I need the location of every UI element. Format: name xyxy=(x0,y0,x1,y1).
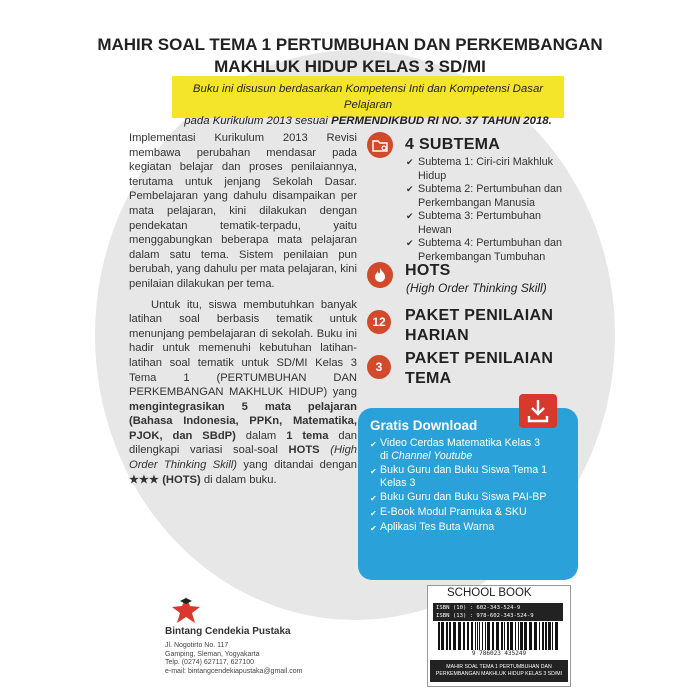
barcode-image xyxy=(436,622,562,650)
barcode-bar xyxy=(487,622,490,650)
barcode-bar xyxy=(507,622,509,650)
barcode-bar xyxy=(477,622,478,650)
p2-bold3: HOTS xyxy=(288,444,320,457)
address-line-1: Jl. Nogotirto No. 117 xyxy=(165,642,229,649)
download-icon xyxy=(519,394,557,428)
title-strip xyxy=(430,660,568,682)
tema-count-badge: 3 xyxy=(367,355,391,379)
strip-line-1: MAHIR SOAL TEMA 1 PERTUMBUHAN DAN xyxy=(446,664,552,670)
barcode-bar xyxy=(496,622,499,650)
list-item xyxy=(406,156,576,183)
list-item xyxy=(406,210,576,237)
barcode-bar xyxy=(467,622,469,650)
check-icon: ✔ xyxy=(370,524,377,533)
gratis-item-4: E-Book Modul Pramuka & SKU xyxy=(380,506,527,518)
folder-icon xyxy=(367,132,393,158)
subtema-3: Subtema 3: Pertumbuhan Hewan xyxy=(418,210,542,236)
check-icon: ✔ xyxy=(370,467,377,476)
publisher-logo xyxy=(166,595,206,630)
check-icon: ✔ xyxy=(370,440,377,449)
p2-bold2: 1 tema xyxy=(286,429,329,442)
list-item xyxy=(370,491,566,505)
check-icon: ✔ xyxy=(406,238,414,248)
barcode-bar xyxy=(504,622,505,650)
check-icon: ✔ xyxy=(370,494,377,503)
harian-count-badge: 12 xyxy=(367,310,391,334)
school-book-label: SCHOOL BOOK xyxy=(447,587,532,599)
gratis-item-3: Buku Guru dan Buku Siswa PAI-BP xyxy=(380,491,547,503)
subtema-list xyxy=(406,156,576,264)
address-email: e-mail: bintangcendekiapustaka@gmail.com xyxy=(165,667,303,675)
barcode-bar xyxy=(479,622,480,650)
banner-line-2 xyxy=(172,113,564,129)
gratis-item-1a: Video Cerdas Matematika Kelas 3 xyxy=(380,437,540,449)
barcode-bar xyxy=(534,622,537,650)
check-icon: ✔ xyxy=(406,157,414,167)
isbn-10: ISBN (10) : 602-343-524-9 xyxy=(436,605,521,611)
publisher-address xyxy=(165,642,302,676)
fire-icon xyxy=(367,262,393,288)
banner-line-2-prefix: pada Kurikulum 2013 sesuai xyxy=(184,115,328,127)
barcode-bar xyxy=(510,622,513,650)
gratis-item-1b-prefix: di xyxy=(380,450,389,462)
subtema-title: 4 SUBTEMA xyxy=(405,136,501,153)
p2-end: yang ditandai dengan xyxy=(243,459,358,472)
barcode-number: 9 786023 435249 xyxy=(471,650,527,657)
list-item xyxy=(406,237,576,264)
barcode-bar xyxy=(548,622,551,650)
hots-subtitle: (High Order Thinking Skill) xyxy=(406,281,547,295)
description-paragraph-2 xyxy=(129,298,357,488)
barcode-bar xyxy=(555,622,558,650)
subtema-4: Subtema 4: Pertumbuhan dan Perkembangan Tumbuhan xyxy=(418,237,563,263)
curriculum-banner xyxy=(172,76,564,127)
title-line-1: MAHIR SOAL TEMA 1 PERTUMBUHAN DAN PERKEMBANGAN xyxy=(97,35,603,54)
hots-stars: ★★★ (HOTS) xyxy=(129,473,201,486)
strip-line-2: PERKEMBANGAN MAKHLUK HIDUP KELAS 3 SD/MI xyxy=(435,670,563,677)
address-line-2: Gamping, Sleman, Yogyakarta xyxy=(165,650,260,658)
barcode-bar xyxy=(438,622,440,650)
barcode-bar xyxy=(471,622,473,650)
barcode-bar xyxy=(518,622,519,650)
paket-tema-title xyxy=(405,349,553,389)
description-text xyxy=(129,131,357,493)
banner-line-1: Buku ini disusun berdasarkan Kompetensi Inti dan Kompetensi Dasar Pelajaran xyxy=(192,83,544,111)
barcode-bar xyxy=(446,622,448,650)
gratis-item-5: Aplikasi Tes Buta Warna xyxy=(380,521,495,533)
p2-bold: mengintegrasikan 5 mata pelajaran (Bahasa Indonesia, PPKn, Matematika, PJOK, dan SBdP) xyxy=(129,400,357,442)
p2-text: Untuk itu, siswa membutuhkan banyak latihan soal berbasis tematik untuk menunjang pembelajaran di sekolah. Buku ini hadir untuk memenuhi kebutuhan latihan-latihan soal tematik untuk SD/MI Kelas 3 Tema 1 (PERTUMBUHAN DAN PERKEMBANGAN MAKHLUK HIDUP) yang xyxy=(129,298,357,399)
barcode-bar xyxy=(475,622,476,650)
tema-line-1: PAKET PENILAIAN xyxy=(405,350,554,367)
barcode-bar xyxy=(524,622,527,650)
p2-italic: (High Order Thinking Skill) xyxy=(129,444,358,472)
barcode-bar xyxy=(458,622,461,650)
check-icon: ✔ xyxy=(406,211,414,221)
subtema-2: Subtema 2: Pertumbuhan dan Perkembangan Manusia xyxy=(418,183,563,209)
barcode-bar xyxy=(520,622,523,650)
gratis-download-box xyxy=(358,408,578,580)
description-paragraph-1: Implementasi Kurikulum 2013 Revisi membawa perubahan mendasar pada kegiatan belajar dan proses penilaiannya, terutama untuk jenjang Sekolah Dasar. Pembelajaran yang dahulu disampaikan per mata pelajaran, kini dilakukan dengan pendekatan tematik-terpadu, yaitu menggabungkan beberapa mata pelajaran dalam satu tema. Sistem penilaian pun berubah, yang dahulu per mata pelajaran, kini penilaian dilakukan per tema. xyxy=(129,132,357,290)
address-phone: Telp. (0274) 627117, 627100 xyxy=(165,659,254,667)
barcode-bar xyxy=(552,622,553,650)
list-item xyxy=(406,183,576,210)
hots-title: HOTS xyxy=(405,262,451,279)
list-item xyxy=(370,521,566,535)
harian-line-1: PAKET PENILAIAN xyxy=(405,307,554,324)
barcode-bar xyxy=(515,622,516,650)
barcode-bar xyxy=(441,622,444,650)
barcode-bar xyxy=(545,622,547,650)
barcode-bar xyxy=(501,622,503,650)
p2-mid: dalam xyxy=(245,429,277,442)
check-icon: ✔ xyxy=(370,509,377,518)
p2-tail: di dalam buku. xyxy=(203,473,277,486)
publisher-name: Bintang Cendekia Pustaka xyxy=(165,626,291,637)
barcode-bar xyxy=(463,622,465,650)
check-icon: ✔ xyxy=(406,184,414,194)
isbn-box xyxy=(433,603,563,621)
barcode-bar xyxy=(482,622,483,650)
barcode-bar xyxy=(492,622,494,650)
gratis-title: Gratis Download xyxy=(370,418,478,433)
barcode-bar xyxy=(529,622,532,650)
list-item xyxy=(370,464,566,490)
p2-mid2: dan dilengkapi variasi soal-soal xyxy=(129,429,358,457)
title-line-2: MAKHLUK HIDUP KELAS 3 SD/MI xyxy=(214,57,486,76)
page-title xyxy=(0,34,700,78)
isbn-13: ISBN (13) : 978-602-343-524-9 xyxy=(436,613,534,619)
barcode-bar xyxy=(485,622,486,650)
barcode-bar xyxy=(453,622,456,650)
barcode-bar xyxy=(539,622,540,650)
paket-harian-title xyxy=(405,306,553,346)
barcode-bar xyxy=(449,622,451,650)
list-item xyxy=(370,437,566,463)
gratis-item-1b-italic: Channel Youtube xyxy=(391,450,473,462)
harian-line-2: HARIAN xyxy=(405,327,470,344)
gratis-item-2: Buku Guru dan Buku Siswa Tema 1 Kelas 3 xyxy=(380,464,548,489)
subtema-1: Subtema 1: Ciri-ciri Makhluk Hidup xyxy=(418,156,553,182)
gratis-item-1 xyxy=(380,437,540,463)
list-item xyxy=(370,506,566,520)
tema-line-2: TEMA xyxy=(405,370,452,387)
barcode-bar xyxy=(542,622,544,650)
banner-regulation: PERMENDIKBUD RI NO. 37 TAHUN 2018. xyxy=(331,115,552,127)
